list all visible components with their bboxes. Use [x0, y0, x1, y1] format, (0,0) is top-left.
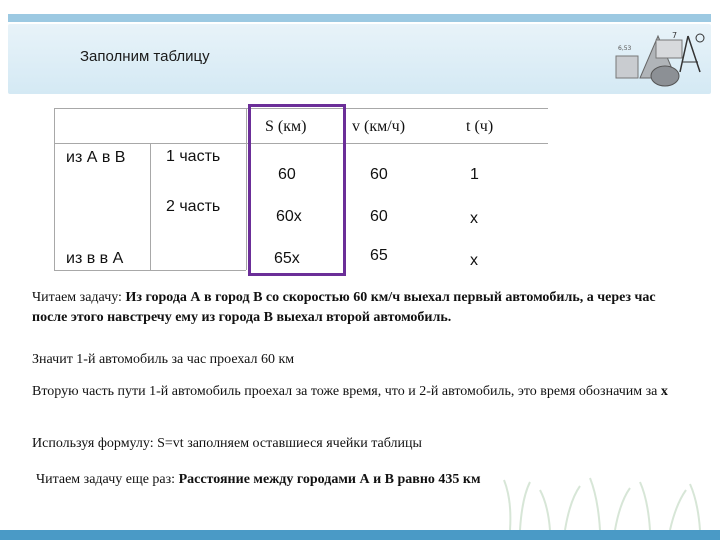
- column-header-v: v (км/ч): [352, 118, 406, 135]
- paragraph-formula: Используя формулу: S=vt заполняем оставшиеся ячейки таблицы: [32, 436, 422, 451]
- paragraph-first-hour: Значит 1-й автомобиль за час проехал 60 км: [32, 352, 295, 367]
- paragraph-second-part: [32, 382, 697, 402]
- row-group-b-to-a: из в в А: [66, 250, 124, 267]
- column-header-t: t (ч): [466, 118, 494, 135]
- table-cell: 60x: [276, 208, 302, 225]
- column-header-s: S (км): [265, 118, 307, 135]
- row-group-a-to-b: из А в В: [66, 149, 126, 166]
- svg-text:7: 7: [672, 31, 678, 40]
- table-cell: 60: [370, 208, 388, 225]
- paragraph-problem: [32, 288, 692, 328]
- table-cell: 65x: [274, 250, 300, 267]
- slide-title: Заполним таблицу: [80, 48, 210, 65]
- paragraph-prefix: Читаем задачу:: [32, 290, 126, 305]
- table-cell: 1: [470, 166, 479, 183]
- table-line: [54, 108, 55, 270]
- table-line: [54, 270, 246, 271]
- paragraph-text: Вторую часть пути 1-й автомобиль проехал за тоже время, что и 2-й автомобиль, это время обозначим за: [32, 384, 661, 399]
- table-line: [246, 108, 247, 270]
- table-cell: 60: [370, 166, 388, 183]
- part-2-label: 2 часть: [166, 198, 221, 215]
- geometry-decoration-icon: [610, 26, 710, 90]
- svg-text:6,53: 6,53: [618, 45, 632, 52]
- problem-statement: Из города А в город В со скоростью 60 км/ч выехал первый автомобиль, а через час после этого навстречу ему из города В выехал второй автомобиль.: [32, 290, 656, 325]
- variable-x: x: [660, 384, 668, 399]
- paragraph-prefix: Читаем задачу еще раз:: [36, 472, 179, 487]
- header-stripe: [8, 14, 711, 22]
- table-cell: x: [470, 252, 478, 269]
- table-cell: x: [470, 210, 478, 227]
- table-cell: 65: [370, 247, 388, 264]
- distance-statement: Расстояние между городами А и В равно 435 км: [178, 472, 481, 487]
- table-cell: 60: [278, 166, 296, 183]
- bottom-band: [0, 530, 720, 540]
- table-line: [150, 143, 151, 270]
- part-1-label: 1 часть: [166, 148, 221, 165]
- grass-decoration: [490, 470, 720, 530]
